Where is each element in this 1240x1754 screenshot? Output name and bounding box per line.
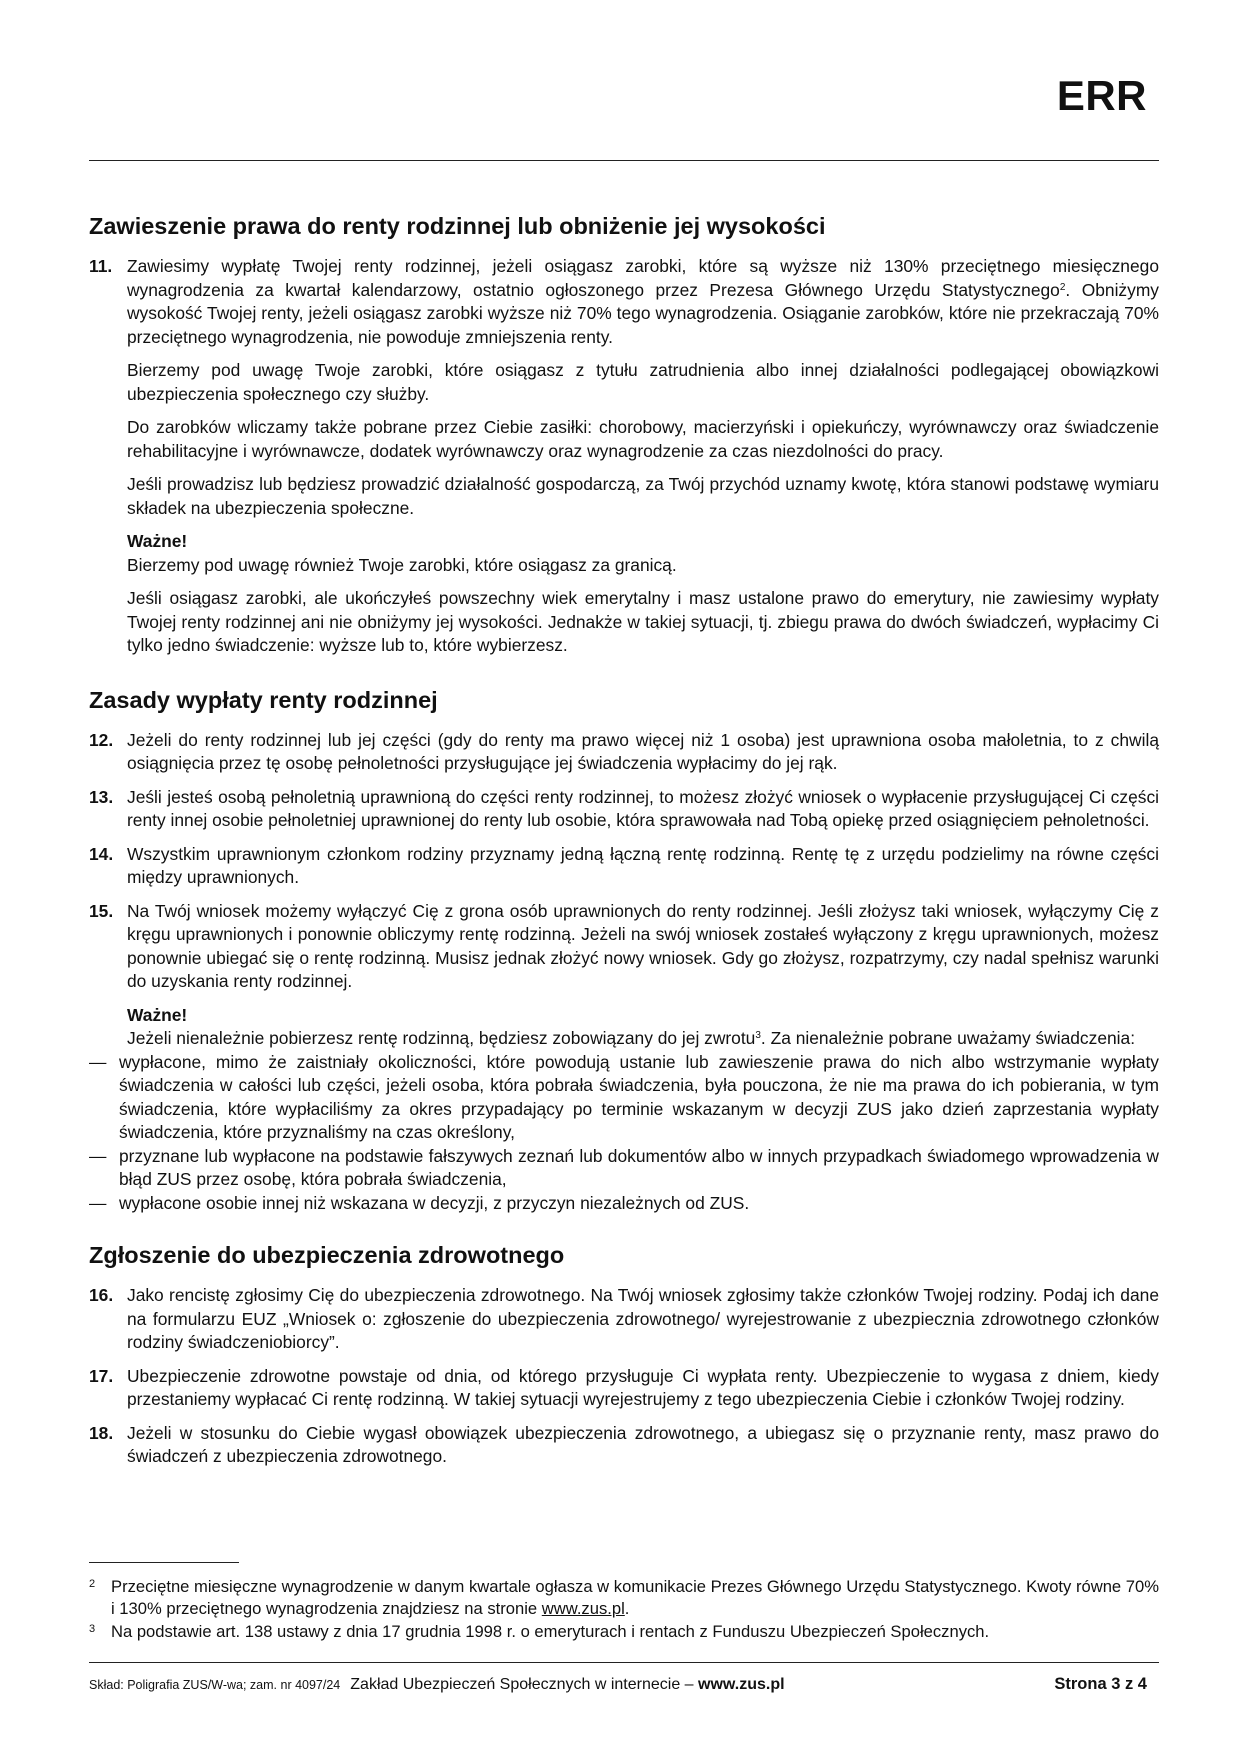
footnote-text: Na podstawie art. 138 ustawy z dnia 17 grudnia 1998 r. o emeryturach i rentach z Funduszu Ubezpieczeń Społecznych. (111, 1622, 990, 1641)
important-label: Ważne! (127, 531, 188, 551)
section-title-suspension: Zawieszenie prawa do renty rodzinnej lub obniżenie jej wysokości (89, 213, 826, 239)
item-number: 15. (89, 900, 114, 921)
item-text: Ubezpieczenie zdrowotne powstaje od dnia, od którego przysługuje Ci wypłata renty. Ubezpieczenie to wygasa z dniem, kiedy przestaniemy wypłacać Ci rentę rodzinną. W takiej sytuacji wyrejestrujemy z tego ubezpieczenia Ciebie i członków Twojej rodziny. (127, 1365, 1159, 1409)
item-15 (89, 900, 1159, 1051)
item-text: Wszystkim uprawnionym członkom rodziny przyznamy jedną łączną rentę rodzinną. Rentę tę z urzędu podzielimy na równe części między uprawnionych. (127, 843, 1159, 887)
important-text: Jeżeli nienależnie pobierzesz rentę rodzinną, będziesz zobowiązany do jej zwrotu (127, 1028, 756, 1048)
item-text: Jako rencistę zgłosimy Cię do ubezpieczenia zdrowotnego. Na Twój wniosek zgłosimy także członków Twojej rodziny. Podaj ich dane na formularzu EUZ „Wniosek o: zgłoszenie do ubezpieczenia zdrowotnego/ wyrejestrowanie z ubezpiecznia zdrowotnego członków rodziny świadczeniobiorcy”. (127, 1285, 1159, 1352)
page-number: Strona 3 z 4 (1054, 1675, 1147, 1693)
paragraph: Bierzemy pod uwagę Twoje zarobki, które osiągasz z tytułu zatrudnienia albo innej działalności podlegającej obowiązkowi ubezpieczenia społecznego czy służby. (127, 360, 1159, 404)
item-11 (89, 255, 1159, 658)
list-item-text: przyznane lub wypłacone na podstawie fałszywych zeznań lub dokumentów albo w innych przypadkach świadomego wprowadzenia w błąd ZUS przez osobę, która pobrała świadczenia, (119, 1145, 1159, 1189)
item-number: 11. (89, 256, 113, 276)
item-12 (89, 729, 1159, 776)
item-number: 14. (89, 843, 114, 864)
footer-divider (89, 1662, 1159, 1663)
dash-marker: — (89, 1145, 107, 1166)
item-body (127, 255, 1159, 658)
footer-url: www.zus.pl (698, 1676, 785, 1693)
document-page (89, 0, 1159, 1754)
overpayment-list (89, 1051, 1159, 1216)
footnote-3 (89, 1621, 1159, 1643)
paragraph: Do zarobków wliczamy także pobrane przez Ciebie zasiłki: chorobowy, macierzyński i opiekuńczy, wyrównawczy oraz świadczenie rehabilitacyjne i wyrównawcze, dodatek wyrównawczy oraz wynagrodzenie za czas niezdolności do pracy. (127, 417, 1159, 461)
item-number: 16. (89, 1285, 114, 1305)
paragraph (127, 255, 1159, 349)
document-content (89, 212, 1159, 1479)
zus-link[interactable]: www.zus.pl (541, 1599, 625, 1618)
dash-marker: — (89, 1192, 107, 1213)
footnote-ref: 3 (755, 1030, 761, 1041)
header-divider (89, 160, 1159, 161)
paragraph-text: . Obniżymy wysokość Twojej renty, jeżeli osiągasz zarobki wyższe niż 70% tego wynagrodzenia. Osiąganie zarobków, które nie przekraczają 70% przeciętnego wynagrodzenia, nie powoduje zmniejszenia renty. (127, 279, 1159, 347)
footnote-mark: 2 (89, 1578, 96, 1590)
footnote-2 (89, 1576, 1159, 1620)
important-text: . Za nienależnie pobrane uważamy świadczenia: (760, 1028, 1136, 1048)
important-note (127, 530, 1159, 577)
paragraph-text: Zawiesimy wypłatę Twojej renty rodzinnej, jeżeli osiągasz zarobki, które są wyższe niż 130% przeciętnego miesięcznego wynagrodzenia za kwartał kalendarzowy, ostatnio ogłoszonego przez Prezesa Głównego Urzędu Statystycznego (127, 256, 1159, 300)
footnote-text (111, 1576, 1159, 1620)
item-number: 18. (89, 1422, 114, 1443)
item-18 (89, 1422, 1159, 1469)
print-info: Skład: Poligrafia ZUS/W-wa; zam. nr 4097/24 (89, 1678, 341, 1692)
item-14 (89, 843, 1159, 890)
paragraph: Jeśli osiągasz zarobki, ale ukończyłeś powszechny wiek emerytalny i masz ustalone prawo do emerytury, nie zawiesimy wypłaty Twojej renty rodzinnej ani nie obniżymy jej wysokości. Jednakże w takiej sytuacji, tj. zbiegu prawa do dwóch świadczeń, wypłacimy Ci tylko jedno świadczenie: wyższe lub to, które wybierzesz. (127, 588, 1159, 655)
section-title-payment-rules: Zasady wypłaty renty rodzinnej (89, 686, 438, 713)
important-note (127, 1004, 1159, 1051)
list-item (89, 1145, 1159, 1192)
item-16 (89, 1284, 1159, 1355)
footnote-ref: 2 (1059, 281, 1066, 293)
paragraph: Na Twój wniosek możemy wyłączyć Cię z grona osób uprawnionych do renty rodzinnej. Jeśli złożysz taki wniosek, wyłączymy Cię z kręgu uprawnionych i ponownie obliczymy rentę rodzinną. Jeżeli na swój wniosek zostałeś wyłączony z kręgu uprawnionych, możesz ponownie ubiegać się o rentę rodzinną. Musisz jednak złożyć nowy wniosek. Gdy go złożysz, rozpatrzymy, czy nadal spełnisz warunki do uzyskania renty rodzinnej. (127, 900, 1159, 991)
item-number: 13. (89, 786, 114, 807)
page-footer (89, 1675, 1147, 1694)
footnote-mark: 3 (89, 1623, 96, 1635)
footnote-text-part: Przeciętne miesięczne wynagrodzenie w danym kwartale ogłasza w komunikacie Prezes Głównego Urzędu Statystycznego. Kwoty równe 70% i 130% przeciętnego wynagrodzenia znajdziesz na stronie (111, 1577, 1159, 1618)
item-text: Jeśli jesteś osobą pełnoletnią uprawnioną do części renty rodzinnej, to możesz złożyć wniosek o wypłacenie przysługującej Ci części renty innej osobie pełnoletniej uprawnionej do renty lub osobie, która sprawowała nad Tobą opiekę przed osiągnięciem pełnoletności. (127, 786, 1159, 830)
footnotes (89, 1576, 1159, 1644)
footer-org (350, 1676, 784, 1694)
dash-marker: — (89, 1051, 107, 1072)
list-item (89, 1192, 1159, 1216)
list-item-text: wypłacone osobie innej niż wskazana w decyzji, z przyczyn niezależnych od ZUS. (119, 1192, 750, 1213)
form-code: ERR (1056, 72, 1147, 119)
footnote-divider (89, 1562, 239, 1563)
important-text: Bierzemy pod uwagę również Twoje zarobki, które osiągasz za granicą. (127, 554, 677, 575)
important-label: Ważne! (127, 1004, 188, 1025)
item-17 (89, 1365, 1159, 1412)
item-number: 12. (89, 729, 114, 750)
list-item (89, 1051, 1159, 1145)
footnote-text-part: . (624, 1599, 630, 1618)
item-text: Jeżeli do renty rodzinnej lub jej części (gdy do renty ma prawo więcej niż 1 osoba) jest uprawniona osoba małoletnia, to z chwilą osiągnięcia przez tę osobę pełnoletności przysługujące jej świadczenia wypłacimy do jej rąk. (127, 729, 1159, 773)
section-title-health-insurance: Zgłoszenie do ubezpieczenia zdrowotnego (89, 1242, 565, 1268)
item-13 (89, 786, 1159, 833)
list-item-text: wypłacone, mimo że zaistniały okoliczności, które powodują ustanie lub zawieszenie prawa do nich albo wstrzymanie wypłaty świadczenia w całości lub części, jeżeli osoba, która pobrała świadczenia, była pouczona, że nie ma prawa do ich pobierania, w tym świadczenia, które wypłaciliśmy za okres przypadający po terminie wskazanym w decyzji ZUS jako dzień zaprzestania wypłaty świadczenia, które przyznaliśmy na czas określony, (119, 1051, 1159, 1142)
footer-org-text: Zakład Ubezpieczeń Społecznych w internecie – (350, 1676, 699, 1693)
paragraph: Jeśli prowadzisz lub będziesz prowadzić działalność gospodarczą, za Twój przychód uznamy kwotę, która stanowi podstawę wymiaru składek na ubezpieczenia społeczne. (127, 474, 1159, 518)
item-text: Jeżeli w stosunku do Ciebie wygasł obowiązek ubezpieczenia zdrowotnego, a ubiegasz się o przyznanie renty, masz prawo do świadczeń z ubezpieczenia zdrowotnego. (127, 1422, 1159, 1466)
item-number: 17. (89, 1365, 114, 1386)
item-body (127, 900, 1159, 1051)
